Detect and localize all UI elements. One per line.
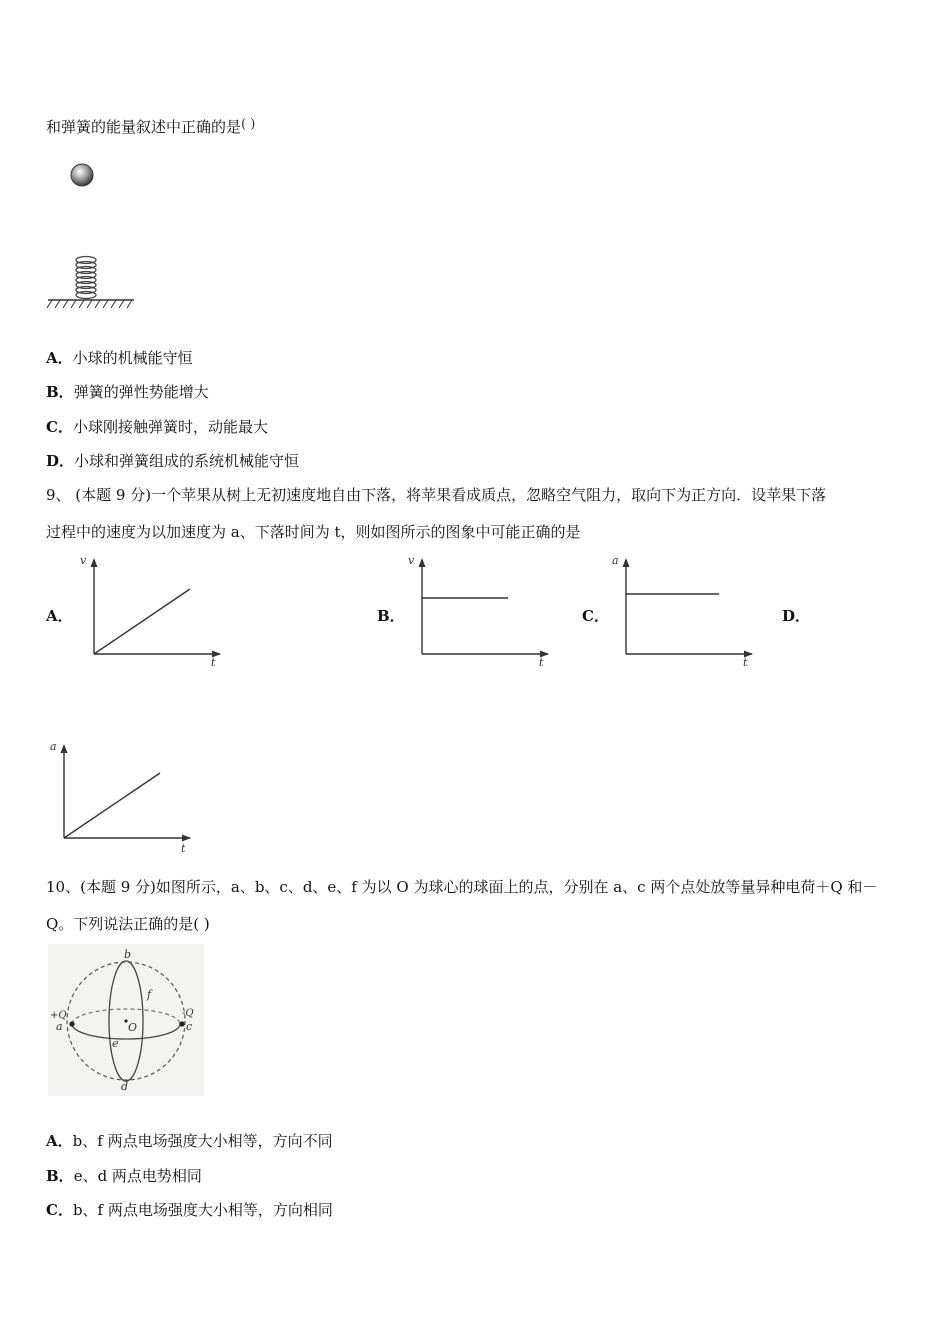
label-b: b bbox=[124, 948, 132, 961]
q8-stem-text: 和弹簧的能量叙述中正确的是 bbox=[46, 118, 242, 136]
option-letter: A． bbox=[46, 1132, 73, 1150]
option-letter: C． bbox=[46, 418, 73, 436]
q8-option-b bbox=[46, 382, 209, 402]
option-letter: B． bbox=[46, 383, 74, 401]
label-c: c bbox=[186, 1020, 193, 1033]
label-e: e bbox=[112, 1037, 119, 1050]
option-text: 小球的机械能守恒 bbox=[72, 349, 193, 367]
q9-stem-line2: 过程中的速度为以加速度为 a、下落时间为 t，则如图所示的图象中可能正确的是 bbox=[46, 523, 581, 541]
graph-b-x-label: t bbox=[539, 656, 544, 669]
q8-stem-tail bbox=[46, 115, 255, 137]
ball bbox=[71, 164, 93, 186]
graph-c bbox=[610, 552, 760, 672]
q9-option-letter-c: C． bbox=[582, 607, 609, 625]
graph-c-y-label: a bbox=[612, 554, 619, 567]
graph-b bbox=[406, 552, 556, 672]
q9-option-letter-a: A． bbox=[46, 607, 73, 625]
option-letter: B． bbox=[46, 1167, 74, 1185]
label-a: a bbox=[56, 1020, 63, 1033]
graph-b-y-label: v bbox=[408, 554, 415, 567]
q8-option-d bbox=[46, 451, 299, 471]
option-letter: A． bbox=[46, 349, 73, 367]
label-d: d bbox=[121, 1080, 129, 1093]
q9-option-letter-b: B． bbox=[377, 607, 405, 625]
option-text: b、f 两点电场强度大小相等，方向相同 bbox=[72, 1201, 333, 1219]
charge-a-dot bbox=[69, 1021, 74, 1026]
q9-stem-line1: 9、 (本题 9 分)一个苹果从树上无初速度地自由下落，将苹果看成质点，忽略空气阻力，取向下为正方向．设苹果下落 bbox=[46, 486, 827, 504]
graph-a-y-label: v bbox=[80, 554, 87, 567]
graph-d-curve bbox=[64, 773, 160, 838]
ground-hatch bbox=[47, 300, 132, 308]
ball-spring-figure bbox=[44, 158, 144, 318]
q10-option-a bbox=[46, 1131, 333, 1151]
option-letter: D． bbox=[46, 452, 75, 470]
label-o: O bbox=[128, 1021, 138, 1034]
option-text: b、f 两点电场强度大小相等，方向不同 bbox=[72, 1132, 333, 1150]
option-text: 弹簧的弹性势能增大 bbox=[73, 383, 209, 401]
graph-a-x-label: t bbox=[211, 656, 216, 669]
q10-option-c bbox=[46, 1200, 333, 1220]
sphere-figure bbox=[48, 944, 204, 1096]
q8-option-c bbox=[46, 417, 268, 437]
graph-c-x-label: t bbox=[743, 656, 748, 669]
q8-answer-paren: ( ) bbox=[241, 117, 256, 132]
option-text: 小球和弹簧组成的系统机械能守恒 bbox=[74, 452, 300, 470]
option-text: e、d 两点电势相同 bbox=[73, 1167, 202, 1185]
charge-c-dot bbox=[179, 1021, 184, 1026]
q10-stem-line1: 10、(本题 9 分)如图所示，a、b、c、d、e、f 为以 O 为球心的球面上的点，分别在 a、c 两个点处放等量异种电荷＋Q 和－ bbox=[46, 878, 878, 896]
graph-a bbox=[78, 552, 228, 672]
q10-stem-line2: Q。下列说法正确的是( ) bbox=[46, 915, 210, 933]
q9-option-letter-d: D． bbox=[782, 607, 811, 625]
label-plus-q: +Q bbox=[50, 1010, 67, 1021]
option-letter: C． bbox=[46, 1201, 73, 1219]
graph-d bbox=[48, 740, 198, 860]
graph-d-y-label: a bbox=[50, 740, 57, 753]
spring bbox=[76, 257, 96, 299]
graph-d-x-label: t bbox=[181, 842, 186, 855]
option-text: 小球刚接触弹簧时，动能最大 bbox=[72, 418, 268, 436]
label-minus-q: -Q bbox=[182, 1008, 194, 1019]
q8-option-a bbox=[46, 348, 193, 368]
q10-option-b bbox=[46, 1166, 202, 1186]
graph-a-curve bbox=[94, 589, 190, 654]
label-f: f bbox=[147, 988, 152, 1001]
